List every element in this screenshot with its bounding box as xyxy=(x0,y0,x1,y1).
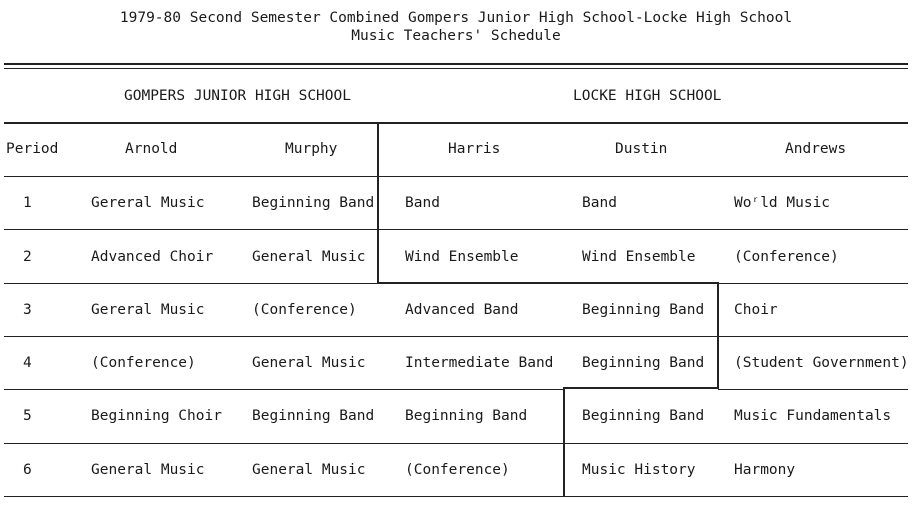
schedule-cell: (Conference) xyxy=(91,355,196,371)
schedule-cell: Band xyxy=(582,195,617,211)
school-gompers: GOMPERS JUNIOR HIGH SCHOOL xyxy=(124,88,351,104)
schedule-cell: Band xyxy=(405,195,440,211)
period-cell: 3 xyxy=(23,302,32,318)
schedule-cell: Advanced Band xyxy=(405,302,519,318)
school-locke: LOCKE HIGH SCHOOL xyxy=(573,88,722,104)
schedule-cell: General Music xyxy=(252,249,366,265)
group-border-lower xyxy=(563,387,719,389)
header-murphy: Murphy xyxy=(285,141,338,157)
group-border-harris-left xyxy=(377,122,379,284)
group-border-mid xyxy=(377,282,719,284)
group-border-dustin-right xyxy=(717,282,719,389)
schedule-cell: (Conference) xyxy=(734,249,839,265)
schedule-cell: Beginning Choir xyxy=(91,408,222,424)
schedule-cell: Beginning Band xyxy=(252,195,375,211)
header-dustin: Dustin xyxy=(615,141,668,157)
row-rule-1 xyxy=(4,176,908,177)
group-border-dustin-left xyxy=(563,387,565,497)
row-rule-3a xyxy=(4,283,378,284)
period-cell: 4 xyxy=(23,355,32,371)
schedule-cell: Harmony xyxy=(734,462,796,478)
period-cell: 5 xyxy=(23,408,32,424)
row-rule-7 xyxy=(4,496,908,497)
schedule-cell: Wind Ensemble xyxy=(405,249,519,265)
schedule-cell: Beginning Band xyxy=(405,408,528,424)
header-rule xyxy=(4,122,908,124)
schedule-cell: Wind Ensemble xyxy=(582,249,696,265)
schedule-cell: Intermediate Band xyxy=(405,355,554,371)
schedule-cell: General Music xyxy=(252,462,366,478)
period-cell: 2 xyxy=(23,249,32,265)
row-rule-5a xyxy=(4,389,564,390)
schedule-cell: Beginning Band xyxy=(582,408,705,424)
schedule-cell: Gereral Music xyxy=(91,302,205,318)
schedule-cell: Advanced Choir xyxy=(91,249,214,265)
schedule-cell: General Music xyxy=(91,462,205,478)
header-harris: Harris xyxy=(448,141,501,157)
schedule-cell: (Conference) xyxy=(405,462,510,478)
row-rule-2 xyxy=(4,229,908,230)
header-arnold: Arnold xyxy=(125,141,178,157)
period-cell: 1 xyxy=(23,195,32,211)
schedule-cell: Woʳld Music xyxy=(734,195,831,211)
document-title: 1979-80 Second Semester Combined Gompers Junior High School-Locke High School xyxy=(119,10,793,26)
schedule-cell: Beginning Band xyxy=(582,302,705,318)
period-cell: 6 xyxy=(23,462,32,478)
title-rule-bottom xyxy=(4,68,908,69)
row-rule-5b xyxy=(718,389,908,390)
header-period: Period xyxy=(6,141,59,157)
title-rule-top xyxy=(4,63,908,65)
schedule-cell: Beginning Band xyxy=(252,408,375,424)
header-andrews: Andrews xyxy=(785,141,847,157)
row-rule-3b xyxy=(718,283,908,284)
schedule-cell: General Music xyxy=(252,355,366,371)
schedule-cell: Choir xyxy=(734,302,778,318)
schedule-cell: Music Fundamentals xyxy=(734,408,892,424)
schedule-cell: (Student Government) xyxy=(734,355,909,371)
schedule-cell: Gereral Music xyxy=(91,195,205,211)
row-rule-6 xyxy=(4,443,908,444)
schedule-cell: (Conference) xyxy=(252,302,357,318)
document-subtitle: Music Teachers' Schedule xyxy=(351,28,561,44)
schedule-cell: Beginning Band xyxy=(582,355,705,371)
schedule-cell: Music History xyxy=(582,462,696,478)
row-rule-4 xyxy=(4,336,908,337)
